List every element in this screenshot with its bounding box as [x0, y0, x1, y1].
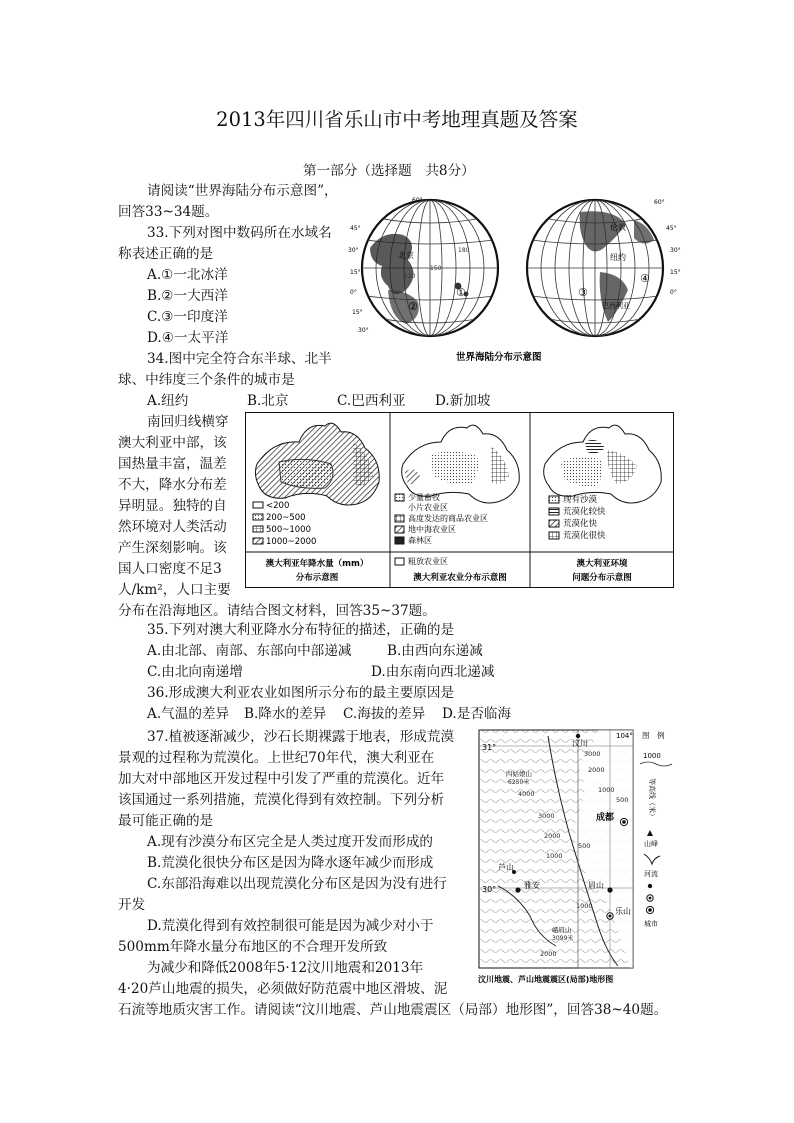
- intro-38: 石流等地质灾害工作。请阅读“汶川地震、芦山地震震区（局部）地形图”，回答38~40题。: [118, 1002, 668, 1018]
- elevation-label: 1000: [598, 786, 615, 794]
- q34-option-c: C.巴西利亚: [337, 393, 406, 409]
- aus-intro-line: 澳大利亚中部，该: [118, 435, 227, 451]
- aus-intro-line: 国热量丰富，温差: [118, 456, 227, 472]
- question-33-stem: 称表述正确的是: [118, 246, 214, 262]
- terrain-figure: [478, 726, 674, 988]
- precip-caption: 澳大利亚年降水量（mm）: [265, 559, 369, 569]
- legend-city: 城市: [644, 920, 658, 928]
- q34-option-d: D.新加坡: [435, 393, 491, 409]
- label-brasilia: 巴西利亚: [602, 302, 630, 310]
- svg-text:45°: 45°: [666, 225, 677, 232]
- q36-option-d: D.是否临海: [442, 706, 512, 722]
- river-icon: [644, 854, 660, 864]
- intro-38: 为减少和降低2008年5·12汶川地震和2013年: [147, 960, 424, 976]
- svg-text:60°: 60°: [412, 197, 423, 204]
- q36-option-c: C.海拔的差异: [343, 706, 426, 722]
- aus-intro-line: 然环境对人类活动: [118, 519, 227, 535]
- question-34-stem: 球、中纬度三个条件的城市是: [118, 372, 295, 388]
- q37-option-b: B.荒漠化很快分布区是因为降水逐年减少而形成: [147, 855, 434, 871]
- elevation-label: 3000: [538, 812, 555, 820]
- precip-legend-1000-2000: 1000~2000: [266, 537, 317, 547]
- q35-option-c: C.由北向南递增: [147, 664, 243, 680]
- section-header: 第一部分（选择题 共8分）: [303, 163, 475, 179]
- precip-caption: 分布示意图: [295, 573, 339, 583]
- elevation-label: 500: [616, 796, 629, 804]
- agri-legend: 高度发达的商品农业区: [408, 514, 488, 523]
- precip-legend-lt200: <200: [266, 501, 290, 511]
- label-london: 伦敦: [610, 223, 626, 232]
- globe-caption: 世界海陆分布示意图: [456, 352, 542, 363]
- question-37-stem: 37.植被逐渐减少，沙石长期裸露于地表，形成荒漠: [147, 729, 455, 745]
- svg-text:120: 120: [404, 273, 416, 280]
- question-37-stem: 加大对中部地区开发过程中引发了严重的荒漠化。近年: [118, 771, 445, 787]
- env-legend: 荒漠化快: [563, 519, 598, 529]
- coord-30: 30°: [482, 885, 497, 894]
- place-leshan: 乐山: [615, 907, 631, 916]
- elevation-label: 2000: [544, 832, 561, 840]
- question-34-stem: 34.图中完全符合东半球、北半: [147, 351, 332, 367]
- australia-figure: [245, 412, 674, 588]
- svg-text:45°: 45°: [350, 225, 361, 232]
- western-hemisphere-globe: [527, 199, 681, 336]
- agri-legend: 小片农业区: [408, 503, 448, 512]
- place-wenchuan: 汶川: [572, 739, 588, 748]
- question-37-stem: 该国通过一系列措施，荒漠化得到有效控制。下列分析: [118, 792, 445, 808]
- place-yaan: 雅安: [524, 881, 540, 890]
- elevation-label: 500: [578, 842, 591, 850]
- precip-legend-500-1000: 500~1000: [266, 525, 311, 535]
- elevation-label: 1000: [576, 902, 593, 910]
- question-37-stem: 最可能正确的是: [118, 813, 214, 829]
- q34-option-b: B.北京: [247, 393, 289, 409]
- svg-text:180: 180: [458, 247, 470, 254]
- env-caption: 问题分布示意图: [572, 573, 632, 583]
- world-land-sea-figure: [348, 190, 684, 366]
- agri-legend: 少量畜牧: [408, 493, 440, 502]
- place-emeishan: 峨眉山: [552, 926, 572, 934]
- place-lushan: 芦山: [498, 863, 514, 872]
- aus-intro-line: 异明显。独特的自: [118, 498, 227, 514]
- aus-intro-line: 分布在沿海地区。请结合图文材料，回答35~37题。: [118, 603, 436, 619]
- agri-caption: 澳大利亚农业分布示意图: [413, 573, 507, 583]
- legend-river: 河流: [644, 870, 658, 878]
- peak-icon: [647, 830, 653, 836]
- q35-option-a: A.由北部、南部、东部向中部递减: [147, 643, 352, 659]
- q34-option-a: A.纽约: [147, 393, 189, 409]
- intro-line: 回答33~34题。: [118, 204, 219, 220]
- precip-legend-200-500: 200~500: [266, 513, 306, 523]
- q33-option-d: D.④一太平洋: [147, 330, 229, 346]
- svg-text:30°: 30°: [348, 247, 359, 254]
- agri-legend: 粗放农业区: [408, 557, 448, 566]
- svg-text:150: 150: [430, 265, 442, 272]
- legend-contour-label: [648, 778, 657, 820]
- aus-intro-line: 不大，降水分布差: [118, 477, 227, 493]
- legend-contour-value: 1000: [643, 752, 661, 760]
- q37-option-d: 500mm年降水量分布地区的不合理开发所致: [118, 939, 388, 955]
- aus-intro-line: 南回归线横穿: [147, 414, 229, 430]
- legend-peak: 山峰: [644, 840, 658, 848]
- legend-contour-text: 等高线（米）: [648, 778, 656, 820]
- eastern-hemisphere-globe: [348, 197, 498, 336]
- svg-text:0°: 0°: [670, 289, 677, 296]
- place-chengdu: 成都: [596, 813, 615, 823]
- terrain-caption: 汶川地震、芦山地震震区(局部)地形图: [478, 975, 614, 984]
- question-36-stem: 36.形成澳大利亚农业如图所示分布的最主要原因是: [147, 685, 455, 701]
- q37-option-c: 开发: [118, 897, 146, 913]
- coord-31: 31°: [482, 743, 497, 752]
- svg-text:0°: 0°: [350, 289, 357, 296]
- terrain-legend: [640, 730, 672, 928]
- q37-option-c: C.东部沿海难以出现荒漠化分布区是因为没有进行: [147, 876, 447, 892]
- elevation-label: 2000: [540, 950, 557, 958]
- intro-38: 4·20芦山地震的损失，必须做好防范震中地区滑坡、泥: [118, 981, 448, 997]
- env-legend: 现有沙漠: [563, 495, 598, 505]
- label-newyork: 纽约: [610, 253, 626, 262]
- city-icon: [648, 884, 652, 888]
- question-35-stem: 35.下列对澳大利亚降水分布特征的描述，正确的是: [147, 622, 455, 638]
- q33-option-c: C.③一印度洋: [147, 309, 228, 325]
- intro-line: 请阅读“世界海陆分布示意图”，: [147, 183, 338, 199]
- q36-option-b: B.降水的差异: [244, 706, 327, 722]
- env-caption: 澳大利亚环境: [576, 559, 628, 569]
- q37-option-a: A.现有沙漠分布区完全是人类过度开发而形成的: [147, 834, 434, 850]
- label-beijing: 北京: [398, 251, 414, 260]
- svg-text:15°: 15°: [670, 269, 681, 276]
- label-1: ①: [456, 286, 466, 299]
- env-legend: 荒漠化较快: [563, 507, 606, 517]
- q33-option-a: A.①一北冰洋: [147, 267, 228, 283]
- label-4: ④: [640, 272, 650, 285]
- q37-option-d: D.荒漠化得到有效控制很可能是因为减少对小于: [147, 918, 434, 934]
- q35-option-b: B.由西向东递减: [387, 643, 483, 659]
- svg-text:15°: 15°: [350, 269, 361, 276]
- elevation-label: 3000: [584, 750, 601, 758]
- peak-label: 6250米: [508, 779, 530, 786]
- agri-legend: 森林区: [408, 536, 432, 545]
- legend-title: 图 例: [642, 731, 665, 740]
- svg-text:30°: 30°: [670, 247, 681, 254]
- label-2: ②: [408, 300, 418, 313]
- place-sigunianshan: 四姑娘山: [506, 770, 532, 778]
- aus-intro-line: 国人口密度不足3: [118, 561, 222, 577]
- q36-option-a: A.气温的差异: [147, 706, 230, 722]
- place-meishan: 眉山: [588, 881, 604, 890]
- aus-intro-line: 人/km²，人口主要: [118, 582, 231, 598]
- agri-legend: 地中海农业区: [408, 525, 456, 534]
- coord-104: 104°: [616, 732, 633, 740]
- elevation-label: 1000: [546, 852, 563, 860]
- page-title: 2013年四川省乐山市中考地理真题及答案: [216, 108, 578, 131]
- aus-intro-line: 产生深刻影响。该: [118, 540, 227, 556]
- question-37-stem: 景观的过程称为荒漠化。上世纪70年代，澳大利亚在: [118, 750, 435, 766]
- svg-text:15°: 15°: [352, 309, 363, 316]
- svg-text:30°: 30°: [358, 327, 369, 334]
- label-3: ③: [578, 286, 588, 299]
- peak-label: 3099米: [552, 935, 574, 942]
- question-33-stem: 33.下列对图中数码所在水域名: [147, 225, 332, 241]
- env-legend: 荒漠化很快: [563, 531, 606, 541]
- svg-text:60°: 60°: [654, 199, 665, 206]
- elevation-label: 4000: [518, 790, 535, 798]
- elevation-label: 2000: [588, 766, 605, 774]
- q33-option-b: B.②一大西洋: [147, 288, 228, 304]
- q35-option-d: D.由东南向西北递减: [371, 664, 495, 680]
